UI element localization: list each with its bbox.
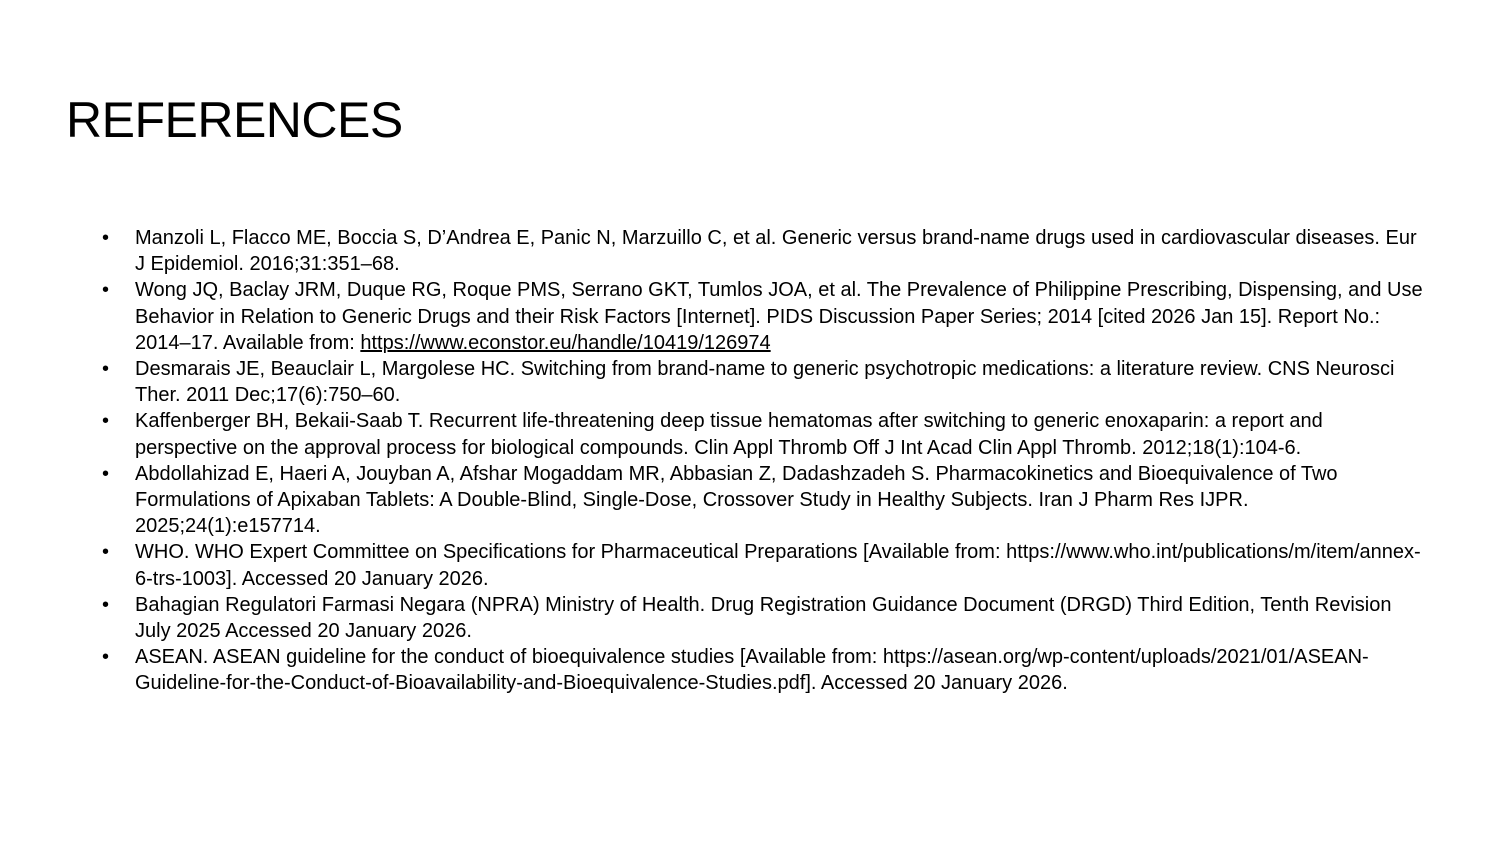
reference-text: Kaffenberger BH, Bekaii-Saab T. Recurrent life-threatening deep tissue hematomas after switching to generic enoxaparin: a report and perspective on the approval process for biological compounds. Clin Appl Thromb Off J Int Acad Clin Appl Thromb. 2012;18(1):104-6. (135, 410, 1323, 459)
bullet-icon: • (102, 410, 110, 433)
bullet-icon: • (102, 279, 110, 302)
reference-text: Abdollahizad E, Haeri A, Jouyban A, Afshar Mogaddam MR, Abbasian Z, Dadashzadeh S. Pharmacokinetics and Bioequivalence of Two Formulations of Apixaban Tablets: A Double-Blind, Single-Dose, Crossover Study in Healthy Subjects. Iran J Pharm Res IJPR. 2025;24(1):e157714. (135, 462, 1338, 538)
reference-item (100, 408, 1430, 460)
slide-title: REFERENCES (66, 92, 403, 148)
reference-list (100, 225, 1430, 697)
reference-text: Wong JQ, Baclay JRM, Duque RG, Roque PMS, Serrano GKT, Tumlos JOA, et al. The Prevalence of Philippine Prescribing, Dispensing, and Use Behavior in Relation to Generic Drugs and their Risk Factors [Internet]. PIDS Discussion Paper Series; 2014 [cited 2026 Jan 15]. Report No.: 2014–17. Available from: (135, 279, 1423, 354)
bullet-icon: • (102, 646, 110, 669)
bullet-icon: • (102, 358, 110, 381)
reference-text: Bahagian Regulatori Farmasi Negara (NPRA) Ministry of Health. Drug Registration Guidance Document (DRGD) Third Edition, Tenth Revision July 2025 Accessed 20 January 2026. (135, 593, 1392, 643)
reference-text: ASEAN. ASEAN guideline for the conduct of bioequivalence studies [Available from: https://asean.org/wp-content/uploads/2021/01/ASEAN-Guideline-for-the-Conduct-of-Bioavailability-and-Bioequivalence-Studies.pdf]. Accessed 20 January 2026. (135, 646, 1369, 695)
bullet-icon: • (102, 462, 110, 485)
reference-item (100, 461, 1430, 540)
bullet-icon: • (102, 541, 110, 564)
reference-link[interactable]: https://www.econstor.eu/handle/10419/126974 (360, 331, 771, 354)
reference-text: WHO. WHO Expert Committee on Specifications for Pharmaceutical Preparations [Available from: https://www.who.int/publications/m/item/annex-6-trs-1003]. Accessed 20 January 2026. (135, 541, 1421, 590)
bullet-icon: • (102, 227, 110, 249)
reference-item (100, 592, 1430, 644)
reference-item (100, 644, 1430, 696)
reference-text: Desmarais JE, Beauclair L, Margolese HC. Switching from brand-name to generic psychotropic medications: a literature review. CNS Neurosci Ther. 2011 Dec;17(6):750–60. (135, 358, 1395, 407)
reference-item (100, 356, 1430, 408)
reference-item (100, 539, 1430, 591)
reference-item (100, 225, 1430, 277)
reference-item (100, 277, 1430, 356)
bullet-icon: • (102, 593, 110, 616)
reference-text: Manzoli L, Flacco ME, Boccia S, D’Andrea E, Panic N, Marzuillo C, et al. Generic versus brand-name drugs used in cardiovascular diseases. Eur J Epidemiol. 2016;31:351–68. (135, 227, 1417, 276)
